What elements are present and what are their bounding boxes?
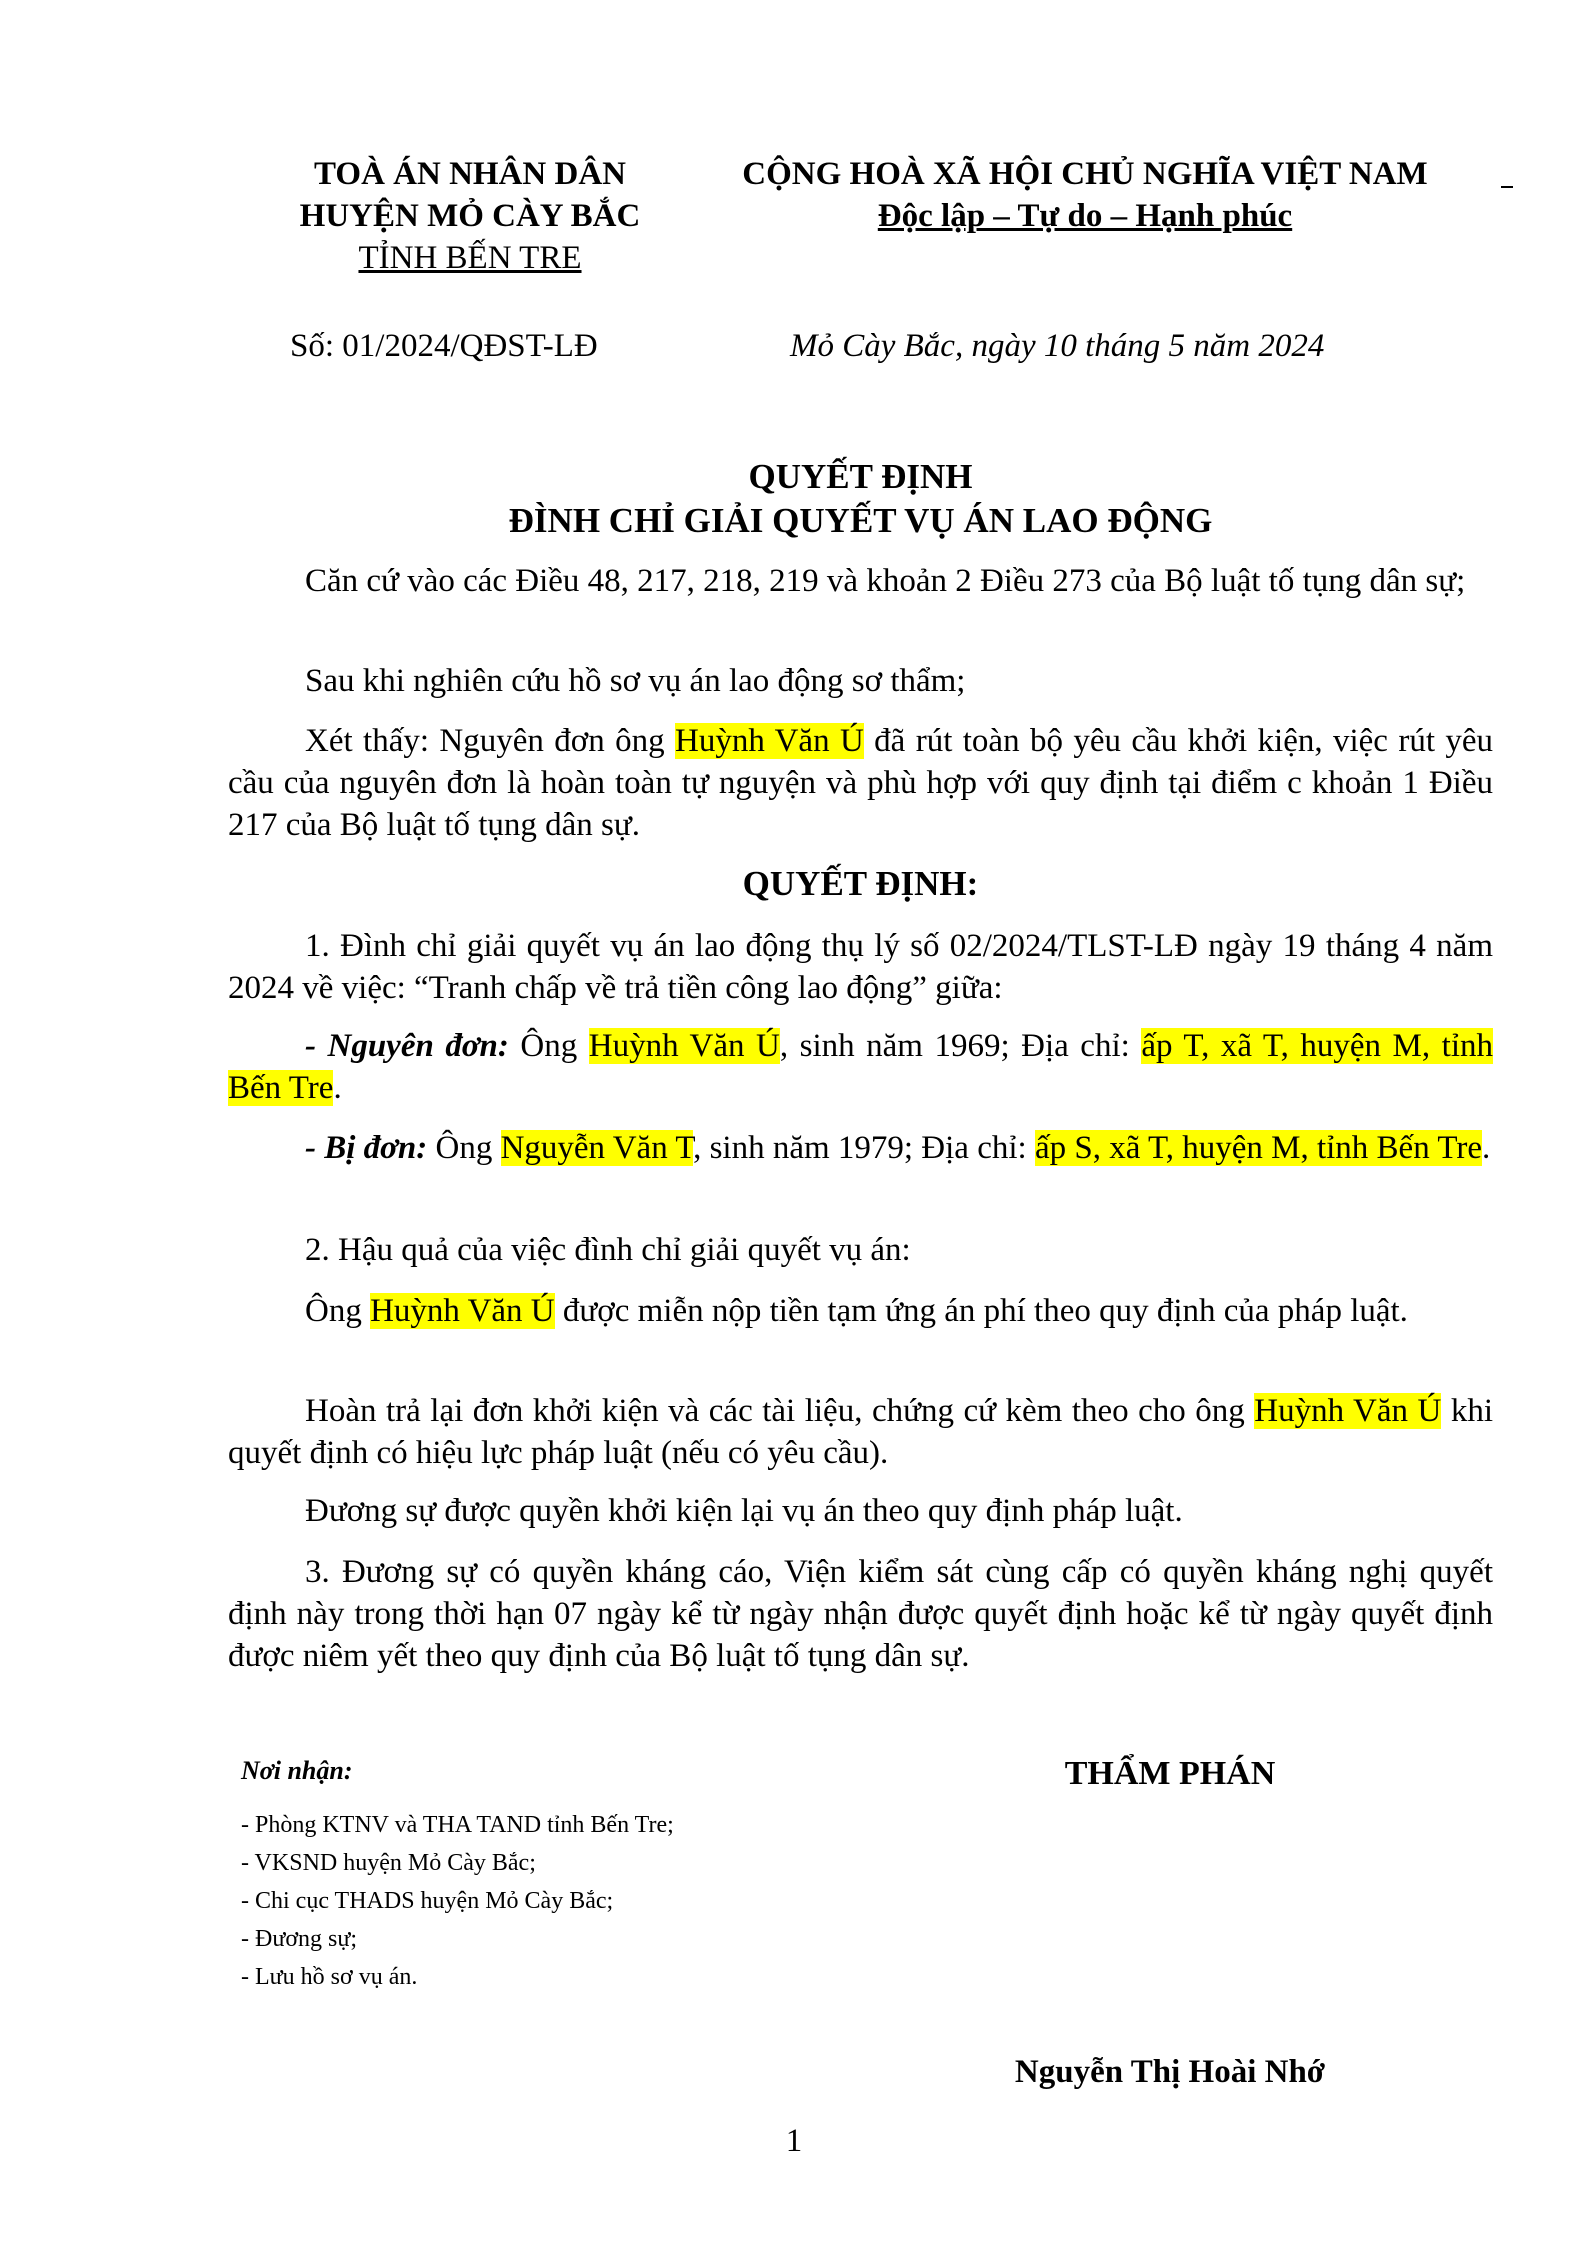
recipient-item: - Lưu hồ sơ vụ án. xyxy=(241,1964,418,1990)
motto: Độc lập – Tự do – Hạnh phúc xyxy=(877,198,1293,234)
page-title xyxy=(228,455,1493,543)
return-documents-name: Huỳnh Văn Ú xyxy=(1254,1393,1442,1429)
defendant-name: Nguyễn Văn T xyxy=(500,1130,694,1166)
page-number: 1 xyxy=(785,2123,803,2159)
refile-right-paragraph: Đương sự được quyền khởi kiện lại vụ án theo quy định pháp luật. xyxy=(305,1493,1183,1529)
signature-title: THẨM PHÁN xyxy=(1064,1755,1276,1792)
defendant-label: - Bị đơn: xyxy=(305,1130,428,1166)
decision-heading: QUYẾT ĐỊNH: xyxy=(742,864,979,903)
fee-exemption-name: Huỳnh Văn Ú xyxy=(370,1293,555,1329)
recipient-item: - Đương sự; xyxy=(241,1926,358,1952)
national-motto-block xyxy=(700,153,1470,237)
court-name-line1: TOÀ ÁN NHÂN DÂN xyxy=(314,156,626,192)
recipient-item: - VKSND huyện Mỏ Cày Bắc; xyxy=(241,1850,536,1876)
defendant-address: ấp S, xã T, huyện M, tỉnh Bến Tre xyxy=(1034,1130,1482,1166)
return-documents-paragraph: Hoàn trả lại đơn khởi kiện và các tài liệu, chứng cứ kèm theo cho ông Huỳnh Văn Ú khi quyết định có hiệu lực pháp luật (nếu có yêu cầu). xyxy=(228,1393,1493,1471)
court-name-block xyxy=(250,153,690,279)
title-line2: ĐÌNH CHỈ GIẢI QUYẾT VỤ ÁN LAO ĐỘNG xyxy=(508,501,1213,540)
decision-item-3: 3. Đương sự có quyền kháng cáo, Viện kiểm sát cùng cấp có quyền kháng nghị quyết định này trong thời hạn 07 ngày kể từ ngày nhận được quyết định hoặc kể từ ngày quyết định được niêm yết theo quy định của Bộ luật tố tụng dân sự. xyxy=(228,1554,1493,1674)
decision-item-2-heading: 2. Hậu quả của việc đình chỉ giải quyết vụ án: xyxy=(305,1232,911,1268)
recipients-block xyxy=(241,1752,801,1996)
plaintiff-label: - Nguyên đơn: xyxy=(305,1028,509,1064)
basis-paragraph-3: Xét thấy: Nguyên đơn ông Huỳnh Văn Ú đã rút toàn bộ yêu cầu khởi kiện, việc rút yêu cầu của nguyên đơn là hoàn toàn tự nguyện và phù hợp với quy định tại điểm c khoản 1 Điều 217 của Bộ luật tố tụng dân sự. xyxy=(228,723,1494,843)
plaintiff-name: Huỳnh Văn Ú xyxy=(588,1028,780,1064)
plaintiff-name-highlight: Huỳnh Văn Ú xyxy=(674,723,864,759)
place-date: Mỏ Cày Bắc, ngày 10 tháng 5 năm 2024 xyxy=(790,328,1325,364)
recipient-item: - Phòng KTNV và THA TAND tỉnh Bến Tre; xyxy=(241,1812,674,1838)
basis-paragraph-2: Sau khi nghiên cứu hồ sơ vụ án lao động sơ thẩm; xyxy=(305,663,966,699)
basis-paragraph-1: Căn cứ vào các Điều 48, 217, 218, 219 và khoản 2 Điều 273 của Bộ luật tố tụng dân sự; xyxy=(305,563,1466,599)
court-name-line2: HUYỆN MỎ CÀY BẮC xyxy=(299,198,641,234)
decision-item-1: 1. Đình chỉ giải quyết vụ án lao động thụ lý số 02/2024/TLST-LĐ ngày 19 tháng 4 năm 2024 về việc: “Tranh chấp về trả tiền công lao động” giữa: xyxy=(228,928,1493,1006)
fee-exemption-paragraph: Ông Huỳnh Văn Ú được miễn nộp tiền tạm ứng án phí theo quy định của pháp luật. xyxy=(305,1293,1408,1329)
title-line1: QUYẾT ĐỊNH xyxy=(748,457,973,496)
signer-name: Nguyễn Thị Hoài Nhớ xyxy=(1014,2054,1326,2090)
recipients-heading: Nơi nhận: xyxy=(241,1756,353,1785)
document-number: Số: 01/2024/QĐST-LĐ xyxy=(290,328,598,364)
country-name: CỘNG HOÀ XÃ HỘI CHỦ NGHĨA VIỆT NAM xyxy=(742,156,1428,192)
court-province: TỈNH BẾN TRE xyxy=(358,240,582,276)
defendant-info: - Bị đơn: Ông Nguyễn Văn T, sinh năm 1979; Địa chỉ: ấp S, xã T, huyện M, tỉnh Bến Tre. xyxy=(305,1130,1491,1166)
header-underline-mark xyxy=(1501,186,1513,188)
plaintiff-info: - Nguyên đơn: Ông Huỳnh Văn Ú, sinh năm 1969; Địa chỉ: ấp T, xã T, huyện M, tỉnh Bến Tre. xyxy=(228,1028,1493,1106)
recipient-item: - Chi cục THADS huyện Mỏ Cày Bắc; xyxy=(241,1888,614,1914)
plaintiff-address: ấp T, xã T, huyện M, tỉnh Bến Tre xyxy=(228,1028,1493,1106)
